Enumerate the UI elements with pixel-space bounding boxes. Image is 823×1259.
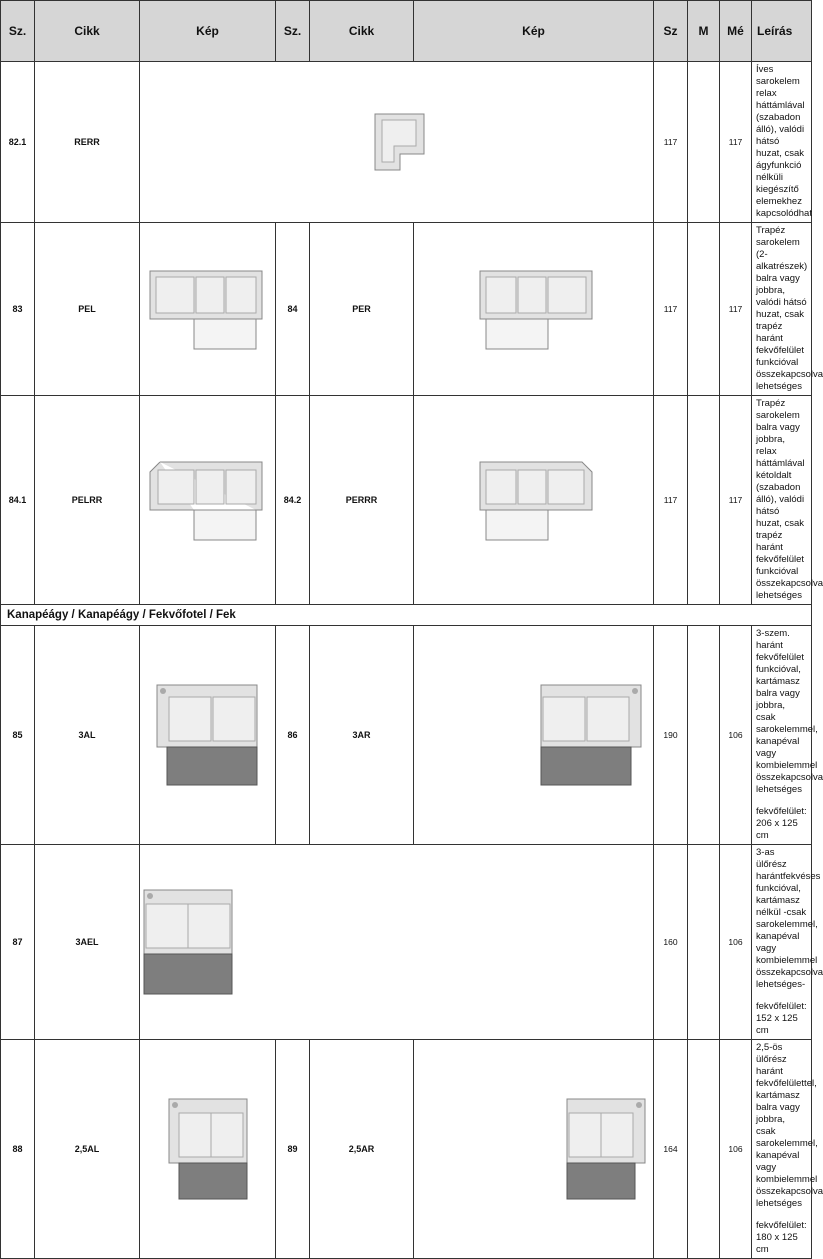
- sleeping-area: fekvőfelület: 180 x 125 cm: [756, 1220, 807, 1255]
- width-value: 117: [654, 223, 688, 396]
- depth-value: 106: [720, 1040, 752, 1259]
- section-heading: Kanapéágy / Kanapéágy / Fekvőfotel / Fek: [1, 605, 812, 626]
- sleeping-area: fekvőfelület: 206 x 125 cm: [756, 806, 807, 841]
- header-cikk-1: Cikk: [35, 1, 140, 62]
- header-cikk-2: Cikk: [310, 1, 414, 62]
- row-code: PER: [310, 223, 414, 396]
- description: 3-as ülőrész harántfekvéses funkcióval, kartámasz nélkül -csak sarokelemmel, kanapéval vagy kombielemmel összekapcsolva lehetséges- fekvőfelület: 152 x 125 cm: [752, 845, 812, 1040]
- product-image: [414, 223, 654, 396]
- header-height: M: [688, 1, 720, 62]
- product-image: [414, 1040, 654, 1259]
- table-row: [1, 62, 812, 223]
- table-row: [1, 845, 812, 1040]
- description: 3-szem. haránt fekvőfelület funkcióval, kartámasz balra vagy jobbra, csak sarokelemmel, kanapéval vagy kombielemmel összekapcsolva lehetséges fekvőfelület: 206 x 125 cm: [752, 626, 812, 845]
- row-id: 86: [276, 626, 310, 845]
- product-image: [140, 1040, 276, 1259]
- header-depth: Mé: [720, 1, 752, 62]
- height-value: [688, 626, 720, 845]
- height-value: [688, 396, 720, 605]
- product-image: [140, 626, 276, 845]
- width-value: 117: [654, 62, 688, 223]
- description: Íves sarokelem relax háttámlával (szabadon álló), valódi hátsó huzat, csak ágyfunkció nélküli kiegészítő elemekhez kapcsolódhat: [752, 62, 812, 223]
- row-id: 87: [1, 845, 35, 1040]
- row-code: PERRR: [310, 396, 414, 605]
- row-id: 84.2: [276, 396, 310, 605]
- row-id: 83: [1, 223, 35, 396]
- width-value: 190: [654, 626, 688, 845]
- row-code: PELRR: [35, 396, 140, 605]
- row-code: RERR: [35, 62, 140, 223]
- depth-value: 117: [720, 223, 752, 396]
- table-row: [1, 1040, 812, 1259]
- width-value: 164: [654, 1040, 688, 1259]
- height-value: [688, 62, 720, 223]
- table-row: [1, 396, 812, 605]
- row-id: 84.1: [1, 396, 35, 605]
- depth-value: 117: [720, 62, 752, 223]
- description: 2,5-ös ülőrész haránt fekvőfelülettel, kartámasz balra vagy jobbra, csak sarokelemmel, kanapéval vagy kombielemmel összekapcsolva lehetséges fekvőfelület: 180 x 125 cm: [752, 1040, 812, 1259]
- header-sz-1: Sz.: [1, 1, 35, 62]
- table-row: [1, 223, 812, 396]
- header-sz-2: Sz.: [276, 1, 310, 62]
- depth-value: 117: [720, 396, 752, 605]
- row-code: 2,5AR: [310, 1040, 414, 1259]
- description: Trapéz sarokelem (2-alkatrészek) balra vagy jobbra, valódi hátsó huzat, csak trapéz haránt fekvőfelület funkcióval összekapcsolva lehetséges: [752, 223, 812, 396]
- row-id: 88: [1, 1040, 35, 1259]
- header-width: Sz: [654, 1, 688, 62]
- depth-value: 106: [720, 626, 752, 845]
- depth-value: 106: [720, 845, 752, 1040]
- row-code: 3AL: [35, 626, 140, 845]
- row-code: PEL: [35, 223, 140, 396]
- height-value: [688, 223, 720, 396]
- header-description: Leírás: [752, 1, 812, 62]
- row-code: 2,5AL: [35, 1040, 140, 1259]
- row-id: 89: [276, 1040, 310, 1259]
- row-code: 3AEL: [35, 845, 140, 1040]
- sleeping-area: fekvőfelület: 152 x 125 cm: [756, 1001, 807, 1036]
- product-image: [140, 223, 276, 396]
- section-row: [1, 605, 812, 626]
- header-kep-1: Kép: [140, 1, 276, 62]
- width-value: 117: [654, 396, 688, 605]
- height-value: [688, 1040, 720, 1259]
- row-id: 84: [276, 223, 310, 396]
- product-image: [140, 396, 276, 605]
- row-id: 82.1: [1, 62, 35, 223]
- width-value: 160: [654, 845, 688, 1040]
- row-id: 85: [1, 626, 35, 845]
- product-image: [414, 396, 654, 605]
- table-row: [1, 626, 812, 845]
- product-image: [140, 845, 654, 1040]
- product-image: [140, 62, 654, 223]
- product-image: [414, 626, 654, 845]
- height-value: [688, 845, 720, 1040]
- description: Trapéz sarokelem balra vagy jobbra, relax háttámlával kétoldalt (szabadon álló), valódi hátsó huzat, csak trapéz haránt fekvőfelület funkcióval összekapcsolva lehetséges: [752, 396, 812, 605]
- row-code: 3AR: [310, 626, 414, 845]
- header-kep-2: Kép: [414, 1, 654, 62]
- header-row: [1, 1, 812, 62]
